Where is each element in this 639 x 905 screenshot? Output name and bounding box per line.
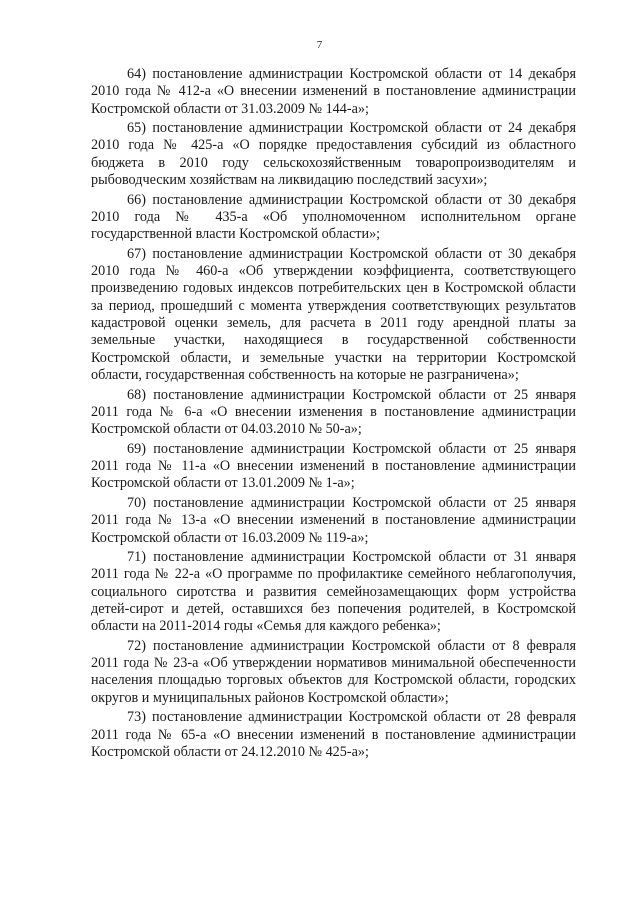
list-item-68: 68) постановление администрации Костромской области от 25 января 2011 года № 6-а «О внесении изменения в постановление администрации Костромской области от 04.03.2010 № 50-а»; [91, 386, 576, 438]
list-item-66: 66) постановление администрации Костромской области от 30 декабря 2010 года № 435-а «Об уполномоченном исполнительном органе государственной власти Костромской области»; [91, 191, 576, 243]
list-item-69: 69) постановление администрации Костромской области от 25 января 2011 года № 11-а «О внесении изменений в постановление администрации Костромской области от 13.01.2009 № 1-а»; [91, 440, 576, 492]
list-item-70: 70) постановление администрации Костромской области от 25 января 2011 года № 13-а «О внесении изменений в постановление администрации Костромской области от 16.03.2009 № 119-а»; [91, 494, 576, 546]
list-item-64: 64) постановление администрации Костромской области от 14 декабря 2010 года № 412-а «О внесении изменений в постановление администрации Костромской области от 31.03.2009 № 144-а»; [91, 66, 576, 117]
list-item-71: 71) постановление администрации Костромской области от 31 января 2011 года № 22-а «О программе по профилактике семейного неблагополучия, социального сиротства и развития семейнозамещающих форм устройства детей-сирот и детей, оставшихся без попечения родителей, в Костромской области на 2011-2014 годы «Семья для каждого ребенка»; [91, 549, 576, 635]
list-item-73: 73) постановление администрации Костромской области от 28 февраля 2011 года № 65-а «О внесении изменений в постановление администрации Костромской области от 24.12.2010 № 425-а»; [91, 709, 576, 760]
list-item-65: 65) постановление администрации Костромской области от 24 декабря 2010 года № 425-а «О порядке предоставления субсидий из областного бюджета в 2010 году сельскохозяйственным товаропроизводителям и рыбоводческим хозяйствам на ликвидацию последствий засухи»; [91, 120, 576, 189]
document-body [91, 66, 576, 764]
list-item-67: 67) постановление администрации Костромской области от 30 декабря 2010 года № 460-а «Об утверждении коэффициента, соответствующего произведению годовых индексов потребительских цен в Костромской области за период, прошедший с момента утверждения соответствующих результатов кадастровой оценки земель, для расчета в 2011 году арендной платы за земельные участки, находящиеся в государственной собственности Костромской области, и земельные участки на территории Костромской области, государственная собственность на которые не разграничена»; [91, 245, 576, 383]
list-item-72: 72) постановление администрации Костромской области от 8 февраля 2011 года № 23-а «Об утверждении нормативов минимальной обеспеченности населения площадью торговых объектов для Костромской области, городских округов и муниципальных районов Костромской области»; [91, 637, 576, 706]
page-number: 7 [316, 39, 323, 51]
